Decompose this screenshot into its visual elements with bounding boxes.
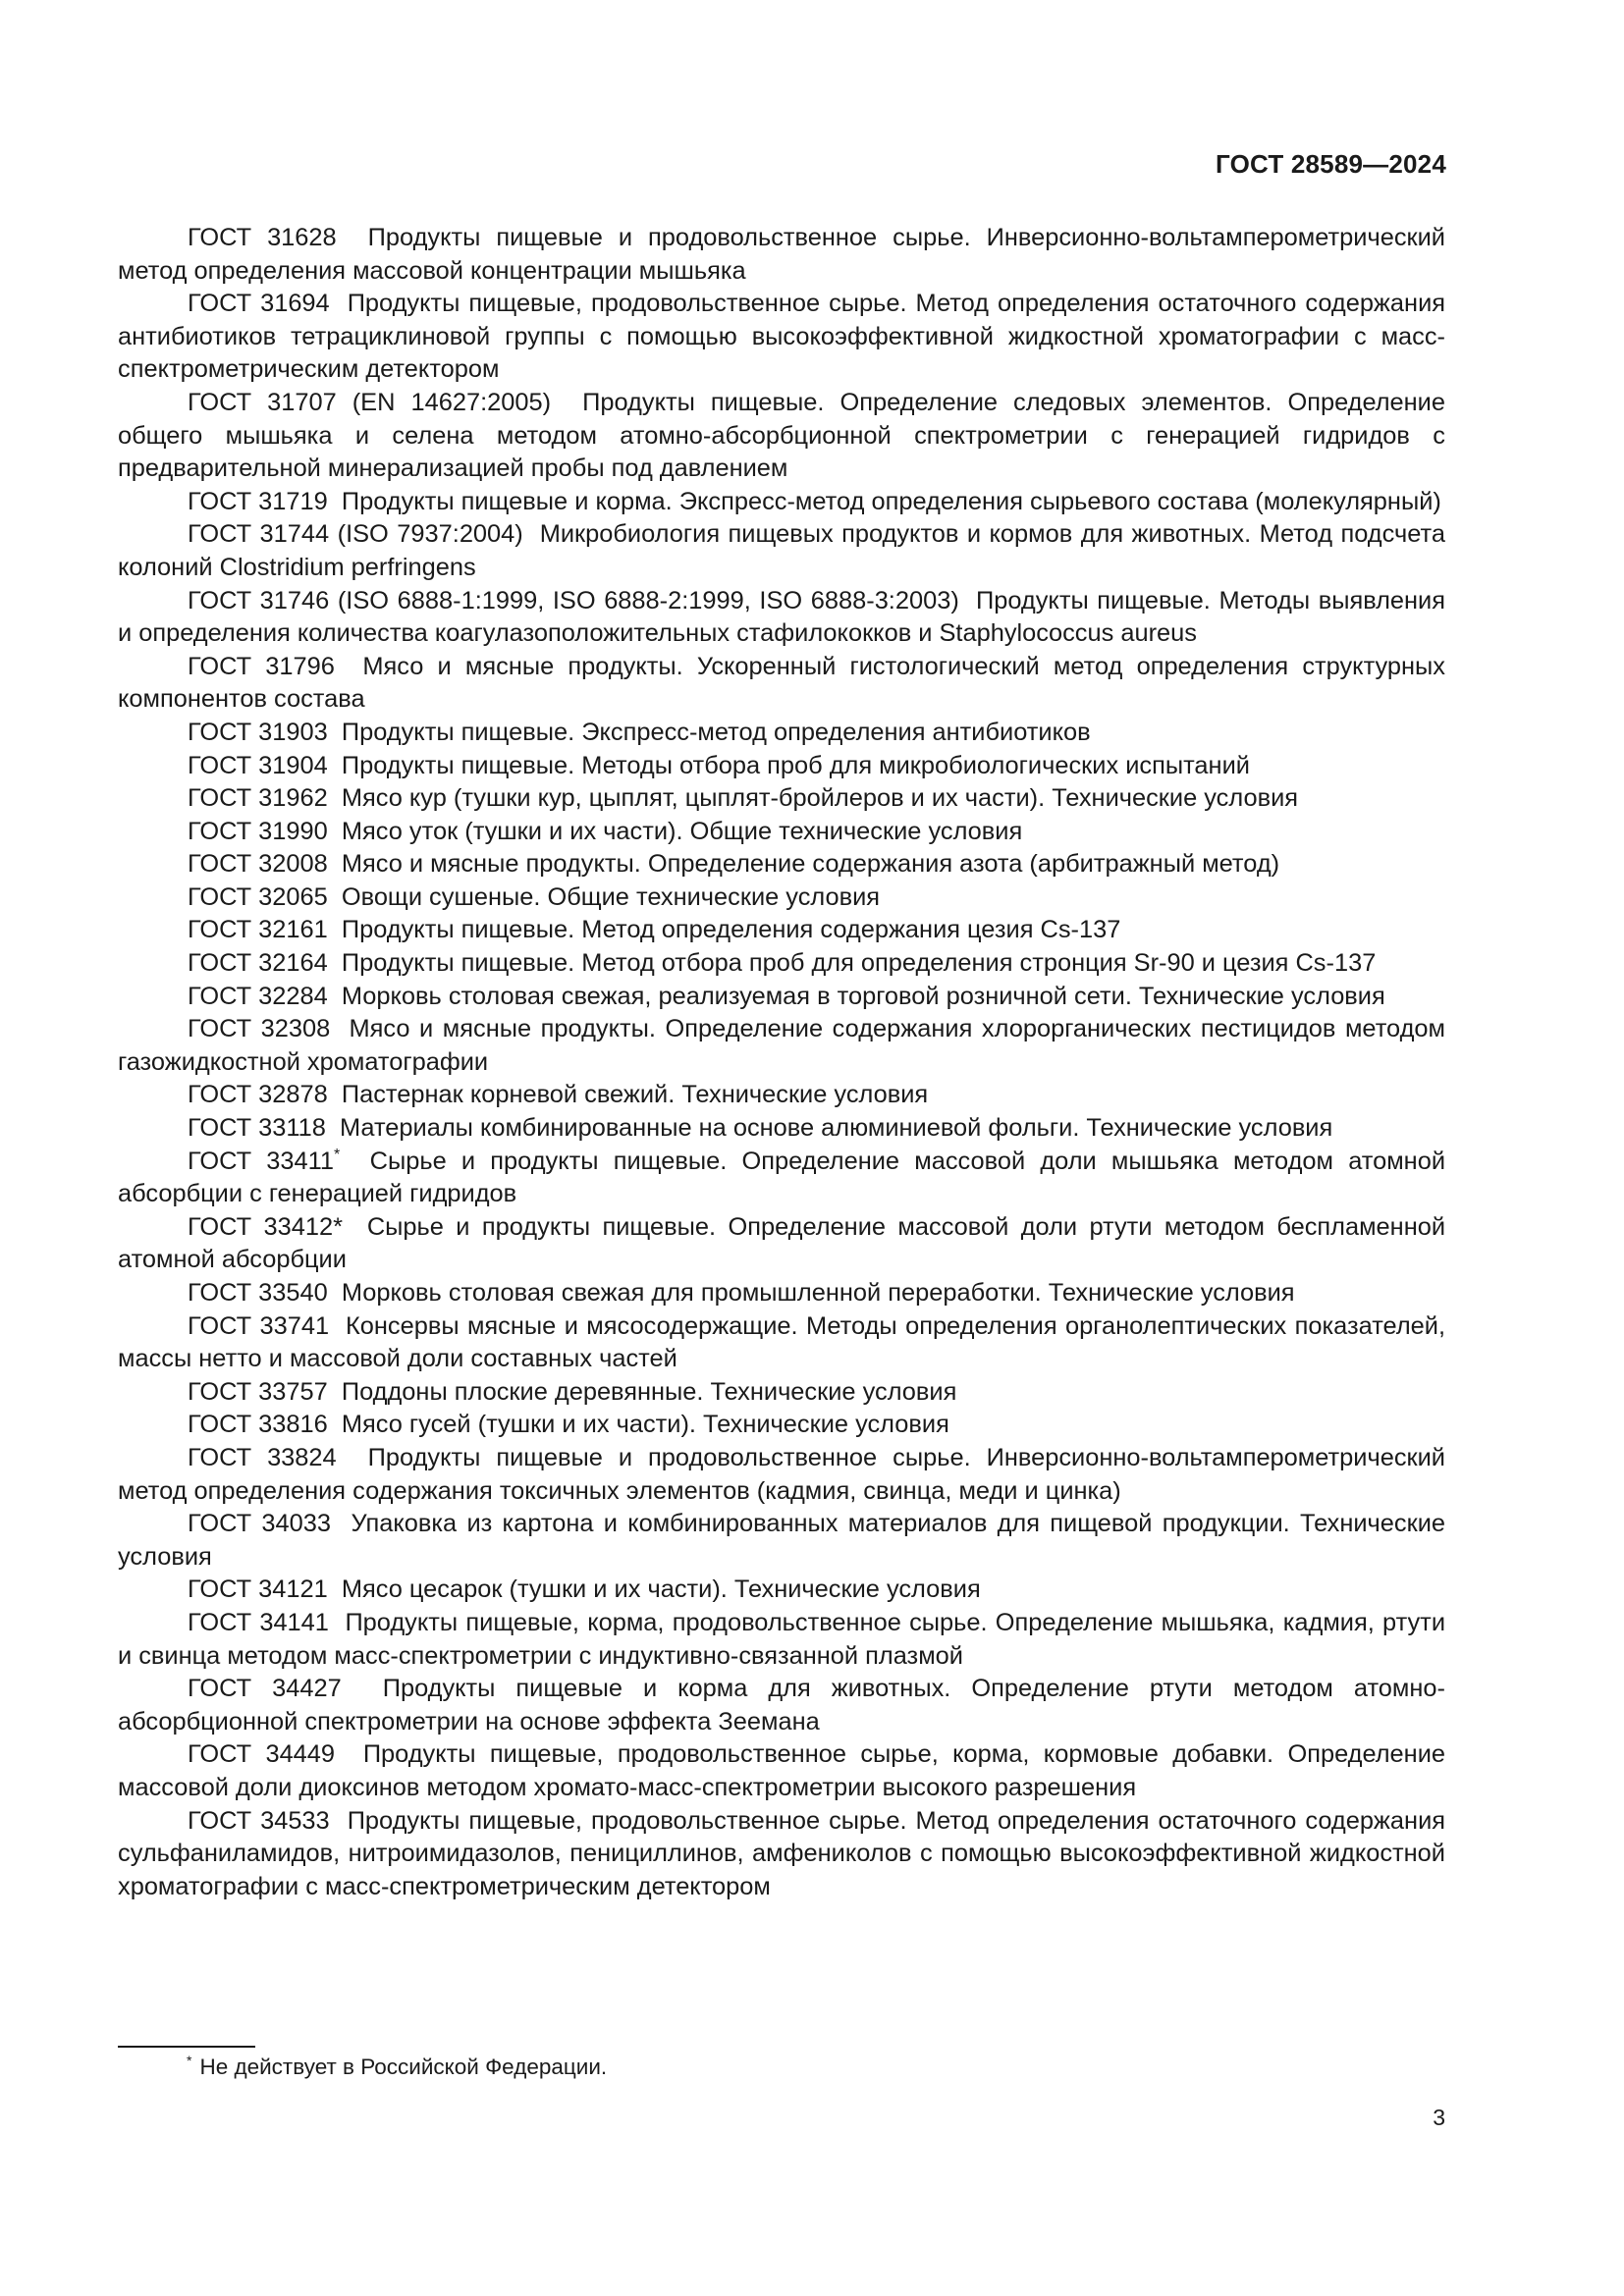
reference-item xyxy=(118,1607,1445,1673)
reference-item xyxy=(118,782,1445,816)
reference-item xyxy=(118,1673,1445,1738)
reference-item xyxy=(118,1079,1445,1112)
reference-title: Поддоны плоские деревянные. Технические условия xyxy=(341,1377,957,1406)
reference-code: ГОСТ 31719 xyxy=(188,487,328,515)
reference-title: Продукты пищевые. Методы выявления и определения количества коагулазоположительных стафилококков и Staphylococcus aureus xyxy=(118,586,1445,648)
reference-item xyxy=(118,585,1445,651)
reference-code: ГОСТ 31990 xyxy=(188,817,328,845)
reference-code: ГОСТ 32161 xyxy=(188,916,328,944)
reference-title: Продукты пищевые. Метод определения содержания цезия Cs-137 xyxy=(341,916,1121,944)
reference-title: Мясо и мясные продукты. Определение содержания хлорорганических пестицидов методом газожидкостной хроматографии xyxy=(118,1015,1445,1076)
reference-title: Пастернак корневой свежий. Технические условия xyxy=(341,1081,929,1109)
reference-title: Продукты пищевые и продовольственное сырье. Инверсионно-вольтамперометрический метод определения массовой концентрации мышьяка xyxy=(118,224,1445,285)
reference-title: Продукты пищевые, продовольственное сырье. Метод определения остаточного содержания сульфаниламидов, нитроимидазолов, пенициллинов, амфениколов с помощью высокоэффективной жидкостной хроматографии с масс-спектрометрическим детектором xyxy=(118,1806,1445,1900)
reference-item xyxy=(118,947,1445,981)
reference-code: ГОСТ 33540 xyxy=(188,1279,328,1307)
reference-code: ГОСТ 31744 (ISO 7937:2004) xyxy=(188,520,523,549)
reference-code: ГОСТ 31903 xyxy=(188,718,328,746)
reference-item xyxy=(118,914,1445,947)
footnote-text: Не действует в Российской Федерации. xyxy=(199,2055,608,2079)
reference-title: Сырье и продукты пищевые. Определение массовой доли мышьяка методом атомной абсорбции с генерацией гидридов xyxy=(118,1147,1446,1208)
reference-code: ГОСТ 32164 xyxy=(188,949,328,978)
reference-title: Материалы комбинированные на основе алюминиевой фольги. Технические условия xyxy=(339,1114,1333,1143)
reference-title: Мясо гусей (тушки и их части). Технические условия xyxy=(341,1411,949,1439)
reference-code: ГОСТ 31694 xyxy=(188,290,330,318)
reference-code: ГОСТ 31796 xyxy=(188,652,335,680)
reference-code: ГОСТ 34449 xyxy=(188,1740,336,1769)
reference-code: ГОСТ 31707 (EN 14627:2005) xyxy=(188,388,552,416)
reference-code: ГОСТ 34121 xyxy=(188,1575,328,1604)
reference-code: ГОСТ 32008 xyxy=(188,850,328,879)
reference-title: Продукты пищевые. Метод отбора проб для определения стронция Sr-90 и цезия Cs-137 xyxy=(341,949,1377,978)
reference-item xyxy=(118,1013,1445,1079)
footnote-divider xyxy=(118,2046,255,2048)
reference-code: ГОСТ 32065 xyxy=(188,882,328,911)
reference-code: ГОСТ 33757 xyxy=(188,1377,328,1406)
reference-title: Продукты пищевые. Определение следовых элементов. Определение общего мышьяка и селена методом атомно-абсорбционной спектрометрии с генерацией гидридов с предварительной минерализацией пробы под давлением xyxy=(118,388,1445,483)
page-number: 3 xyxy=(1433,2105,1445,2130)
reference-title: Консервы мясные и мясосодержащие. Методы определения органолептических показателей, массы нетто и массовой доли составных частей xyxy=(118,1311,1445,1373)
reference-title: Продукты пищевые. Методы отбора проб для микробиологических испытаний xyxy=(341,751,1250,779)
reference-code: ГОСТ 31628 xyxy=(188,224,337,251)
reference-code: ГОСТ 33824 xyxy=(188,1443,337,1471)
reference-title: Мясо уток (тушки и их части). Общие технические условия xyxy=(341,817,1023,845)
reference-item xyxy=(118,288,1445,387)
footnote-mark: * xyxy=(187,2053,192,2068)
reference-code: ГОСТ 32878 xyxy=(188,1081,328,1109)
reference-title: Продукты пищевые, продовольственное сырье. Метод определения остаточного содержания антибиотиков тетрациклиновой группы с помощью высокоэффективной жидкостной хроматографии с масс-спектрометрическим детектором xyxy=(118,290,1445,384)
reference-code: ГОСТ 31746 (ISO 6888-1:1999, ISO 6888-2:1999, ISO 6888-3:2003) xyxy=(188,586,959,614)
reference-item xyxy=(118,518,1445,584)
footnote-reference-mark: * xyxy=(334,1146,341,1163)
reference-item xyxy=(118,1574,1445,1607)
reference-code: ГОСТ 34033 xyxy=(188,1510,331,1538)
reference-item xyxy=(118,1738,1445,1804)
reference-item xyxy=(118,1409,1445,1442)
reference-code: ГОСТ 34427 xyxy=(188,1675,342,1703)
reference-item xyxy=(118,717,1445,750)
reference-code: ГОСТ 33118 xyxy=(188,1114,326,1143)
normative-references-list xyxy=(118,222,1445,1903)
reference-item xyxy=(118,1310,1445,1376)
reference-title: Продукты пищевые. Экспресс-метод определения антибиотиков xyxy=(341,718,1091,746)
reference-item xyxy=(118,881,1445,915)
reference-title: Продукты пищевые, продовольственное сырье, корма, кормовые добавки. Определение массовой доли диоксинов методом хромато-масс-спектрометрии высокого разрешения xyxy=(118,1740,1446,1801)
reference-item xyxy=(118,222,1445,288)
reference-item xyxy=(118,1508,1445,1574)
reference-item xyxy=(118,1442,1445,1508)
reference-code: ГОСТ 34533 xyxy=(188,1806,330,1835)
reference-title: Продукты пищевые, корма, продовольственное сырье. Определение мышьяка, кадмия, ртути и свинца методом масс-спектрометрии с индуктивно-связанной плазмой xyxy=(118,1608,1445,1670)
reference-code: ГОСТ 31904 xyxy=(188,751,328,779)
reference-code: ГОСТ 31962 xyxy=(188,784,328,813)
reference-code: ГОСТ 33412* xyxy=(188,1212,343,1241)
reference-code: ГОСТ 33741 xyxy=(188,1311,330,1340)
reference-item xyxy=(118,848,1445,881)
reference-title: Морковь столовая свежая, реализуемая в торговой розничной сети. Технические условия xyxy=(341,982,1385,1010)
document-header: ГОСТ 28589—2024 xyxy=(1216,149,1446,179)
reference-code: ГОСТ 32284 xyxy=(188,982,328,1010)
reference-item xyxy=(118,1805,1445,1904)
reference-item xyxy=(118,1376,1445,1410)
reference-title: Продукты пищевые и корма. Экспресс-метод определения сырьевого состава (молекулярный) xyxy=(341,487,1441,515)
reference-title: Микробиология пищевых продуктов и кормов для животных. Метод подсчета колоний Clostridium perfringens xyxy=(118,520,1445,581)
footnote xyxy=(187,2053,607,2082)
reference-item xyxy=(118,981,1445,1014)
reference-title: Мясо цесарок (тушки и их части). Технические условия xyxy=(341,1575,981,1604)
reference-item xyxy=(118,1112,1445,1146)
reference-title: Мясо и мясные продукты. Определение содержания азота (арбитражный метод) xyxy=(341,850,1280,879)
reference-code: ГОСТ 33816 xyxy=(188,1411,328,1439)
reference-title: Сырье и продукты пищевые. Определение массовой доли ртути методом беспламенной атомной абсорбции xyxy=(118,1212,1446,1274)
reference-title: Овощи сушеные. Общие технические условия xyxy=(341,882,881,911)
reference-code: ГОСТ 33411 xyxy=(188,1147,334,1175)
reference-title: Упаковка из картона и комбинированных материалов для пищевой продукции. Технические условия xyxy=(118,1510,1445,1571)
reference-title: Продукты пищевые и продовольственное сырье. Инверсионно-вольтамперометрический метод определения содержания токсичных элементов (кадмия, свинца, меди и цинка) xyxy=(118,1443,1445,1505)
reference-title: Морковь столовая свежая для промышленной переработки. Технические условия xyxy=(341,1279,1295,1307)
reference-title: Мясо и мясные продукты. Ускоренный гистологический метод определения структурных компонентов состава xyxy=(118,652,1445,714)
reference-item xyxy=(118,750,1445,783)
reference-title: Продукты пищевые и корма для животных. Определение ртути методом атомно-абсорбционной спектрометрии на основе эффекта Зеемана xyxy=(118,1675,1445,1735)
reference-item xyxy=(118,1211,1445,1277)
reference-item xyxy=(118,486,1445,519)
reference-item xyxy=(118,1277,1445,1310)
reference-item xyxy=(118,1146,1445,1211)
reference-code: ГОСТ 32308 xyxy=(188,1015,331,1043)
reference-item xyxy=(118,816,1445,849)
reference-code: ГОСТ 34141 xyxy=(188,1608,329,1636)
reference-title: Мясо кур (тушки кур, цыплят, цыплят-бройлеров и их части). Технические условия xyxy=(341,784,1299,813)
reference-item xyxy=(118,387,1445,486)
reference-item xyxy=(118,651,1445,717)
